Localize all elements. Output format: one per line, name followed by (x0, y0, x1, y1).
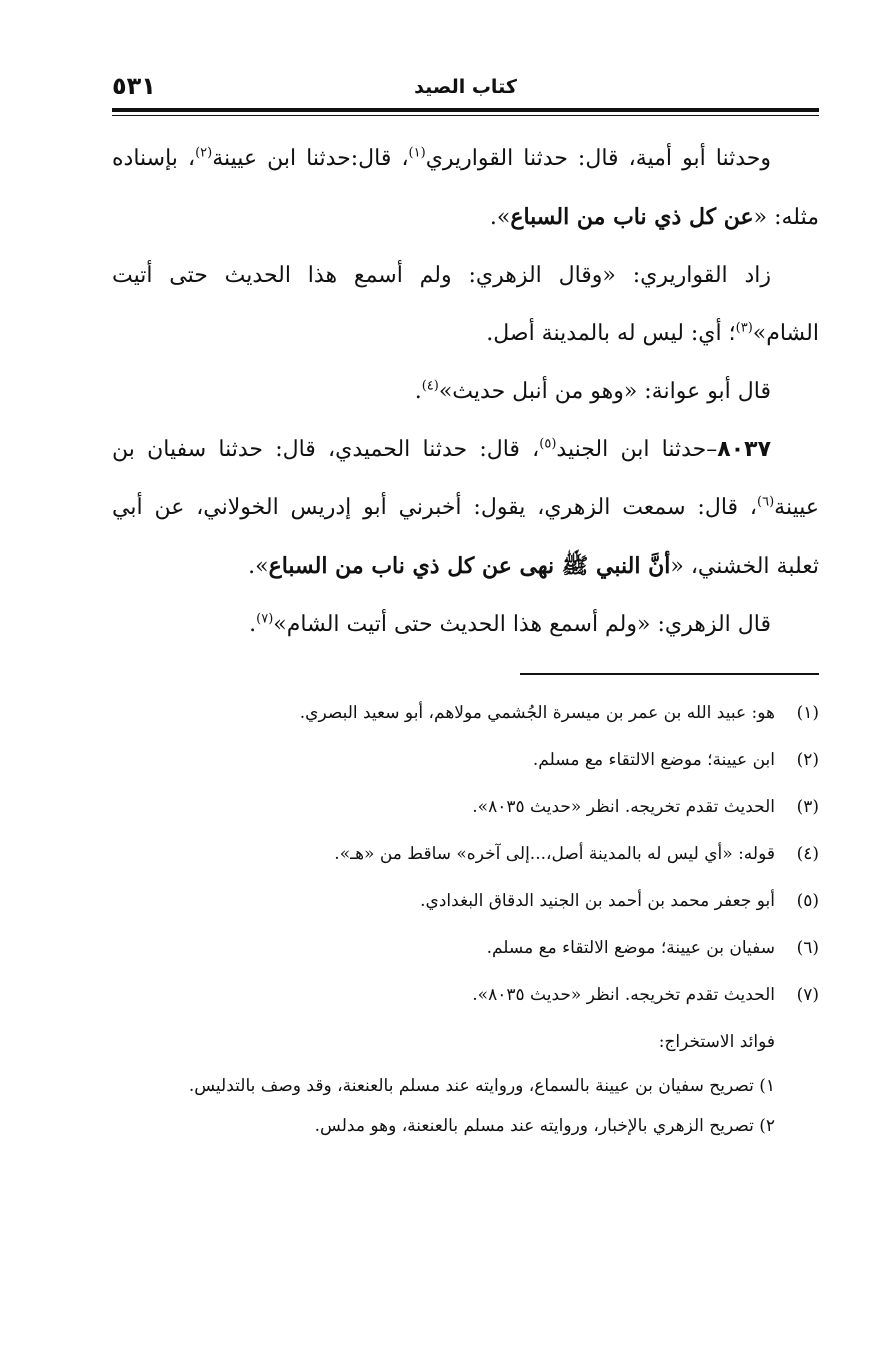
footnote (112, 690, 819, 737)
footnote (112, 831, 819, 878)
paragraph-4 (112, 421, 819, 596)
footnote-marker: (٣) (735, 320, 753, 336)
text-run: ، بإسناده مثله: « (112, 146, 819, 230)
text-run: ؛ أي: ليس له بالمدينة أصل. (486, 321, 736, 346)
text-run: –حدثنا ابن الجنيد (556, 437, 718, 462)
page-header (112, 70, 819, 110)
paragraph-2 (112, 247, 819, 363)
footnote-marker: (٢) (195, 145, 213, 161)
footnote-text: هو: عبيد الله بن عمر بن ميسرة الجُشمي مولاهم، أبو سعيد البصري. (299, 703, 775, 723)
footnote-separator (520, 673, 819, 675)
text-run: قال أبو عوانة: «وهو من أنبل حديث» (438, 379, 771, 404)
footnote (112, 784, 819, 831)
footnote-number: (٣) (796, 797, 819, 817)
footnote-number: (٢) (796, 750, 819, 770)
running-title: كتاب الصيد (414, 76, 517, 98)
footnote-marker: (٧) (256, 611, 274, 627)
benefit-item: ١) تصريح سفيان بن عيينة بالسماع، وروايته عند مسلم بالعنعنة، وقد وصف بالتدليس. (188, 1076, 775, 1096)
footnote-text: الحديث تقدم تخريجه. انظر «حديث ٨٠٣٥». (472, 797, 775, 817)
footnote-number: (٤) (796, 844, 819, 864)
footnote-number: (٦) (796, 938, 819, 958)
text-run: قال الزهري: «ولم أسمع هذا الحديث حتى أتيت الشام» (273, 612, 771, 637)
hadith-number: ٨٠٣٧ (717, 437, 771, 462)
footnote (112, 925, 819, 972)
benefit-item: ٢) تصريح الزهري بالإخبار، وروايته عند مسلم بالعنعنة، وهو مدلس. (314, 1116, 775, 1136)
text-run: . (414, 379, 422, 404)
footnotes (112, 690, 819, 1146)
text-run: ». (248, 554, 269, 579)
footnote-number: (٧) (796, 985, 819, 1005)
paragraph-3 (112, 363, 819, 421)
footnote-text: قوله: «أي ليس له بالمدينة أصل،...إلى آخره» ساقط من «هـ». (334, 844, 775, 864)
text-run: . (249, 612, 257, 637)
footnote-text: أبو جعفر محمد بن أحمد بن الجنيد الدقاق البغدادي. (420, 891, 775, 911)
text-run: ، قال:حدثنا ابن عيينة (212, 146, 409, 171)
page-number: ٥٣١ (112, 72, 156, 100)
hadith-matn: أنَّ النبي ﷺ نهى عن كل ذي ناب من السباع (268, 553, 671, 579)
footnote-marker: (١) (408, 145, 426, 161)
text-run: ». (489, 205, 511, 230)
footnote-marker: (٤) (421, 378, 439, 394)
header-rule-thick (112, 108, 819, 112)
footnote-marker: (٦) (757, 494, 775, 510)
paragraph-5 (112, 596, 819, 654)
footnote-text: ابن عيينة؛ موضع الالتقاء مع مسلم. (532, 750, 775, 770)
footnote-number: (١) (796, 703, 819, 723)
footnote (112, 972, 819, 1019)
footnote-text: سفيان بن عيينة؛ موضع الالتقاء مع مسلم. (486, 938, 775, 958)
text-run: زاد القواريري: «وقال الزهري: ولم أسمع هذا الحديث حتى أتيت الشام» (112, 263, 819, 346)
footnote-text: الحديث تقدم تخريجه. انظر «حديث ٨٠٣٥». (472, 985, 775, 1005)
header-rule-thin (112, 115, 819, 116)
text-run: ، قال: سمعت الزهري، يقول: أخبرني أبو إدريس الخولاني، عن أبي ثعلبة الخشني، « (112, 495, 819, 579)
text-run: ، قال: حدثنا الحميدي، قال: حدثنا سفيان بن عيينة (112, 437, 819, 520)
footnote (112, 737, 819, 784)
paragraph-1 (112, 130, 819, 247)
main-text (112, 130, 819, 654)
footnote (112, 878, 819, 925)
benefits-title: فوائد الاستخراج: (658, 1032, 775, 1052)
footnote-marker: (٥) (539, 436, 557, 452)
footnote-number: (٥) (796, 891, 819, 911)
text-run: وحدثنا أبو أمية، قال: حدثنا القواريري (425, 146, 771, 171)
hadith-matn: عن كل ذي ناب من السباع (510, 204, 754, 230)
